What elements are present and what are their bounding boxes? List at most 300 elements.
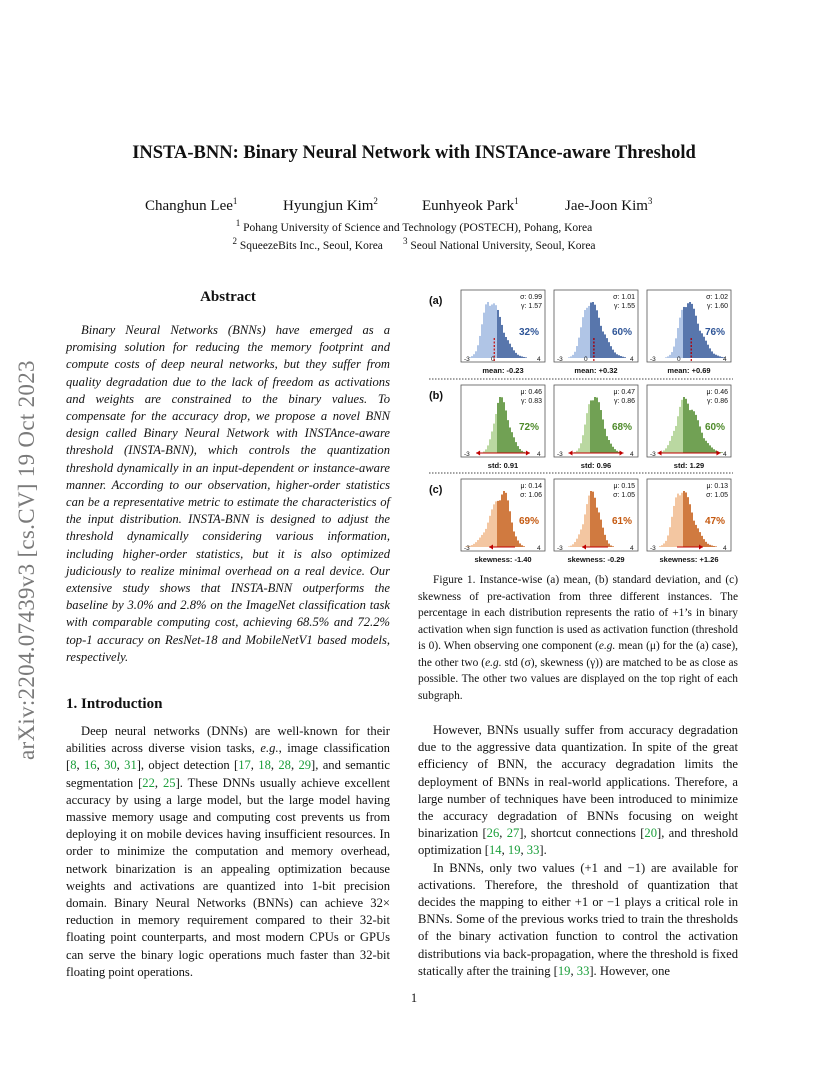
histogram-bar <box>711 545 713 547</box>
histogram-bar <box>503 333 505 358</box>
histogram-bar <box>501 397 503 453</box>
histogram-bar <box>602 528 604 547</box>
histogram-bar <box>705 441 707 453</box>
histogram-bar <box>491 509 493 547</box>
histogram-bar <box>475 542 477 547</box>
histogram-bar <box>511 347 513 358</box>
histogram-bar <box>695 415 697 453</box>
histogram-bar <box>665 448 667 453</box>
text-run: , <box>570 963 577 978</box>
tick-label-zero: 0 <box>491 356 495 363</box>
text-run: , <box>76 758 84 773</box>
histogram-bar <box>515 536 517 547</box>
histogram-bar <box>590 303 592 358</box>
histogram-bar <box>681 400 683 453</box>
author-1: Changhun Lee$^1$ <box>145 196 238 214</box>
histogram-bar <box>588 404 590 453</box>
histogram-bar <box>695 316 697 358</box>
histogram-bar <box>572 544 574 547</box>
histogram-bar <box>667 535 669 547</box>
text-run: , <box>520 843 527 858</box>
histogram-bar <box>477 540 479 547</box>
citation-link[interactable]: 33 <box>526 843 540 858</box>
tick-label-min: -3 <box>650 356 656 363</box>
histogram-bar <box>483 532 485 547</box>
histogram-bar <box>693 309 695 358</box>
histogram-bar <box>491 305 493 358</box>
histogram-bar <box>572 355 574 358</box>
histogram-bar <box>507 500 509 547</box>
histogram-bar <box>693 411 695 453</box>
histogram-bar <box>679 495 681 547</box>
histogram-bar <box>523 546 525 547</box>
histogram-bar <box>519 356 521 358</box>
histogram-bar <box>600 520 602 547</box>
citation-link[interactable]: 30 <box>104 758 117 773</box>
histogram-bar <box>614 449 616 453</box>
subfigure-label: (b) <box>429 390 444 402</box>
histogram-bar <box>513 437 515 453</box>
histogram-bar <box>507 340 509 358</box>
histogram-bar <box>489 516 491 547</box>
histogram-bar <box>681 493 683 547</box>
histogram-bar <box>689 302 691 358</box>
tick-label-max: 4 <box>537 545 541 552</box>
histogram-bar <box>592 492 594 547</box>
citation-link[interactable]: 20 <box>644 826 658 841</box>
histogram-bar <box>604 535 606 547</box>
stat-line-2: γ: 1.60 <box>706 303 728 310</box>
histogram-bar <box>596 310 598 358</box>
tick-label-max: 4 <box>537 451 541 458</box>
histogram-bar <box>493 504 495 547</box>
histogram-bar <box>703 438 705 453</box>
stat-line-1: μ: 0.14 <box>520 483 542 490</box>
histogram-bar <box>620 356 622 358</box>
text-run: , <box>154 775 163 790</box>
positive-ratio-label: 68% <box>611 422 632 433</box>
text-run: , <box>501 843 508 858</box>
citation-link[interactable]: 25 <box>163 775 176 790</box>
figure-caption-text <box>418 572 738 704</box>
text-run: ], and threshold optimization [ <box>418 826 738 858</box>
text-run: std (σ), skewness (γ)) are matched to be as close as possible. The other two values are displayed on the top right of each subgraph. <box>418 656 738 702</box>
histogram-bar <box>594 397 596 453</box>
histogram-bar <box>586 504 588 547</box>
histogram-bar <box>517 355 519 358</box>
histogram-bar <box>582 524 584 547</box>
histogram-bar <box>693 521 695 547</box>
author-4: Jae-Joon Kim$^3$ <box>565 196 653 214</box>
text-run: However, BNNs usually suffer from accuracy degradation due to the aggressive data quantization. In spite of the great efficiency of BNN, the accuracy degradation limits the deployment of BNNs in real-world applications. Therefore, a large number of techniques have been introduced to minimize the accuracy degradation of BNNs focusing on weight binarization [ <box>418 723 738 841</box>
histogram-bar <box>699 426 701 453</box>
histogram-bar <box>683 397 685 453</box>
histogram-bar <box>610 444 612 453</box>
histogram-bar <box>616 354 618 358</box>
citation-link[interactable]: 19 <box>557 963 571 978</box>
histogram-bar <box>719 356 721 358</box>
paper-title: INSTA-BNN: Binary Neural Network with INSTAnce-aware Threshold <box>132 143 696 163</box>
stat-line-2: γ: 0.86 <box>613 398 635 405</box>
histogram-bar <box>669 355 671 358</box>
tick-label-max: 4 <box>630 356 634 363</box>
histogram-bar <box>683 491 685 547</box>
histogram-bar <box>582 317 584 358</box>
histogram-bar <box>685 307 687 358</box>
histogram-bar <box>608 342 610 358</box>
arxiv-identifier: arXiv:2204.07439v3 [cs.CV] 19 Oct 2023 <box>14 360 39 760</box>
positive-ratio-label: 72% <box>518 422 539 433</box>
histogram-bar <box>578 338 580 358</box>
histogram-bar <box>499 397 501 453</box>
positive-ratio-label: 60% <box>704 422 725 433</box>
histogram-bar <box>685 399 687 453</box>
histogram-bar <box>491 431 493 453</box>
histogram-bar <box>711 351 713 358</box>
histogram-bar <box>661 545 663 547</box>
histogram-bar <box>509 344 511 358</box>
histogram-bar <box>590 400 592 453</box>
citation-link[interactable]: 19 <box>507 843 521 858</box>
histogram-bar <box>701 536 703 547</box>
abstract-heading: Abstract <box>200 289 256 305</box>
histogram-bar <box>677 494 679 547</box>
histogram-bar <box>513 531 515 547</box>
tick-label-max: 4 <box>723 451 727 458</box>
histogram-bar <box>659 546 661 547</box>
histogram-bar <box>701 433 703 453</box>
histogram-bar <box>471 545 473 547</box>
tick-label-max: 4 <box>630 545 634 552</box>
text-run: ], object detection [ <box>136 758 239 773</box>
histogram-bar <box>584 425 586 453</box>
abstract-paragraph: Binary Neural Networks (BNNs) have emerged as a promising solution for reducing the memory footprint and compute costs of deep neural networks, but they suffer from quality degradation due to the lack of freedom as activations and weights are constrained to the binary values. To compensate for the accuracy drop, we propose a novel BNN design called Binary Neural Network with INSTAnce-aware threshold (INSTA-BNN), which controls the quantization threshold dynamically in an input-dependent or instance-aware manner. According to our observation, higher-order statistics can be a representative metric to estimate the characteristics of the input distribution. INSTA-BNN is designed to adjust the threshold dynamically considering various information, including higher-order statistics, but it is also optimized judiciously to realize minimal overhead on a real device. Our extensive study shows that INSTA-BNN outperforms the baseline by 3.0% and 2.8% on the ImageNet classification task with comparable computing cost, achieving 68.5% and 72.2% top-1 accuracy on ResNet-18 and MobileNetV1 based models, respectively. <box>66 323 390 664</box>
histogram-bar <box>519 543 521 547</box>
positive-ratio-label: 47% <box>704 516 725 527</box>
panel-caption: mean: +0.32 <box>574 366 618 375</box>
histogram-bar <box>709 445 711 453</box>
histogram-bar <box>485 449 487 453</box>
citation-link[interactable]: 28 <box>278 758 291 773</box>
histogram-bar <box>475 351 477 358</box>
histogram-bar <box>568 546 570 547</box>
histogram-bar <box>521 545 523 547</box>
histogram-bar <box>671 352 673 358</box>
histogram-bar <box>471 356 473 358</box>
histogram-bar <box>592 400 594 453</box>
tick-label-min: -3 <box>557 451 563 458</box>
histogram-bar <box>697 420 699 453</box>
histogram-bar <box>588 306 590 358</box>
histogram-bar <box>497 403 499 453</box>
histogram-bar <box>608 440 610 453</box>
citation-link[interactable]: 16 <box>83 758 97 773</box>
tick-label-min: -3 <box>557 545 563 552</box>
italic-text: e.g. <box>260 741 279 756</box>
histogram-bar <box>624 357 626 358</box>
positive-ratio-label: 32% <box>518 327 539 338</box>
citation-link[interactable]: 31 <box>124 758 137 773</box>
positive-ratio-label: 69% <box>518 516 539 527</box>
histogram-bar <box>671 436 673 453</box>
histogram-bar <box>507 420 509 453</box>
tick-label-min: -3 <box>650 545 656 552</box>
stat-line-1: μ: 0.47 <box>613 389 635 396</box>
histogram-bar <box>487 523 489 547</box>
author-3: Eunhyeok Park$^1$ <box>422 196 519 214</box>
histogram-bar <box>481 324 483 358</box>
histogram-bar <box>713 354 715 358</box>
histogram-bar <box>574 352 576 358</box>
introduction-column-right <box>418 722 738 980</box>
histogram-bar <box>667 445 669 453</box>
histogram-bar <box>697 324 699 358</box>
tick-label-zero: 0 <box>584 356 588 363</box>
histogram-bar <box>574 542 576 547</box>
histogram-bar <box>473 354 475 358</box>
histogram-bar <box>713 546 715 547</box>
panel-caption: std: 1.29 <box>673 461 705 470</box>
histogram-bar <box>576 539 578 547</box>
tick-label-max: 4 <box>723 356 727 363</box>
subfigure-label: (c) <box>429 484 443 496</box>
histogram-bar <box>594 498 596 547</box>
intro-paragraph-3 <box>418 860 738 980</box>
tick-label-min: -3 <box>464 451 470 458</box>
histogram-bar <box>673 347 675 358</box>
abstract-text <box>66 322 390 666</box>
tick-label-zero: 0 <box>677 356 681 363</box>
tick-label-min: -3 <box>650 451 656 458</box>
citation-link[interactable]: 14 <box>489 843 502 858</box>
histogram-bar <box>606 338 608 358</box>
subfigure-label: (a) <box>429 295 443 307</box>
histogram-bar <box>584 514 586 547</box>
panel-caption: skewness: -0.29 <box>567 555 625 564</box>
histogram-bar <box>570 356 572 358</box>
citation-link[interactable]: 27 <box>506 826 520 841</box>
citation-link[interactable]: 22 <box>142 775 155 790</box>
histogram-bar <box>509 511 511 547</box>
histogram-bar <box>681 310 683 358</box>
tick-label-max: 4 <box>630 451 634 458</box>
affiliation-line-1: $^1$ Pohang University of Science and Technology (POSTECH), Pohang, Korea <box>235 218 593 234</box>
stat-line-1: μ: 0.15 <box>613 483 635 490</box>
histogram-bar <box>687 404 689 453</box>
histogram-bar <box>671 517 673 547</box>
histogram-bar <box>709 348 711 358</box>
histogram-bar <box>479 538 481 547</box>
histogram-bar <box>473 544 475 547</box>
histogram-bar <box>495 414 497 453</box>
stat-line-2: γ: 1.55 <box>613 303 635 310</box>
histogram-bar <box>580 443 582 453</box>
italic-text: e.g. <box>485 656 502 669</box>
text-run: , image classification [ <box>66 741 390 773</box>
figure-1-histograms <box>425 284 737 566</box>
histogram-bar <box>499 317 501 358</box>
histogram-bar <box>594 305 596 358</box>
histogram-bar <box>612 350 614 358</box>
histogram-bar <box>598 512 600 547</box>
stat-line-2: σ: 1.06 <box>520 492 542 499</box>
tick-label-min: -3 <box>464 356 470 363</box>
histogram-bar <box>523 357 525 358</box>
histogram-bar <box>505 410 507 453</box>
histogram-bar <box>699 532 701 547</box>
histogram-bar <box>511 432 513 453</box>
histogram-bar <box>677 328 679 358</box>
page-number: 1 <box>410 991 418 1005</box>
panel-caption: mean: -0.23 <box>482 366 524 375</box>
text-run: , <box>250 758 259 773</box>
panel-caption: std: 0.91 <box>487 461 519 470</box>
intro-paragraph-2 <box>418 722 738 860</box>
histogram-bar <box>614 352 616 358</box>
histogram-bar <box>521 356 523 358</box>
histogram-bar <box>711 448 713 453</box>
histogram-bar <box>499 500 501 547</box>
histogram-bar <box>602 419 604 453</box>
histogram-bar <box>685 492 687 547</box>
panel-caption: std: 0.96 <box>580 461 612 470</box>
stat-line-2: γ: 1.57 <box>520 303 542 310</box>
panel-caption: skewness: -1.40 <box>474 555 532 564</box>
histogram-bar <box>697 528 699 547</box>
stat-line-1: μ: 0.46 <box>706 389 728 396</box>
histogram-bar <box>701 333 703 358</box>
histogram-bar <box>505 493 507 547</box>
text-run: In BNNs, only two values (+1 and −1) are available for activations. Therefore, the threshold of quantization that decides the mapping to either +1 or −1 plays a critical role in BNNs. Some of the previous works tried to train the thresholds of the binary activation function to control the activation distributions via back-propagation, where the threshold is fixed statically after the training [ <box>418 860 738 978</box>
histogram-bar <box>707 443 709 453</box>
histogram-bar <box>525 357 527 358</box>
histogram-bar <box>675 426 677 453</box>
histogram-bar <box>485 529 487 547</box>
histogram-bar <box>669 441 671 453</box>
histogram-bar <box>586 308 588 358</box>
histogram-bar <box>493 424 495 453</box>
histogram-bar <box>509 427 511 453</box>
citation-link[interactable]: 8 <box>70 758 77 773</box>
histogram-bar <box>487 302 489 358</box>
histogram-bar <box>588 496 590 547</box>
histogram-bar <box>691 513 693 547</box>
histogram-bar <box>497 501 499 547</box>
text-run: ]. However, one <box>589 963 670 978</box>
histogram-bar <box>511 523 513 547</box>
text-run: , <box>270 758 279 773</box>
histogram-bar <box>707 345 709 358</box>
histogram-bar <box>497 310 499 358</box>
histogram-bar <box>687 303 689 358</box>
histogram-bar <box>717 356 719 358</box>
histogram-bar <box>622 357 624 358</box>
text-run: , <box>290 758 299 773</box>
histogram-bar <box>489 439 491 453</box>
histogram-bar <box>612 546 614 547</box>
histogram-bar <box>608 544 610 547</box>
histogram-bar <box>669 527 671 547</box>
histogram-bar <box>582 435 584 453</box>
histogram-bar <box>600 326 602 358</box>
histogram-bar <box>673 506 675 547</box>
citation-link[interactable]: 17 <box>238 758 251 773</box>
positive-ratio-label: 76% <box>704 327 725 338</box>
histogram-bar <box>606 436 608 453</box>
histogram-bar <box>713 449 715 453</box>
histogram-bar <box>479 336 481 358</box>
introduction-column-left <box>66 723 390 981</box>
histogram-bar <box>703 337 705 358</box>
stat-line-1: μ: 0.13 <box>706 483 728 490</box>
author-2: Hyungjun Kim$^2$ <box>283 196 378 214</box>
histogram-bar <box>515 442 517 453</box>
histogram-bar <box>604 334 606 358</box>
citation-link[interactable]: 18 <box>258 758 271 773</box>
histogram-bar <box>517 446 519 453</box>
text-run: Deep neural networks (DNNs) are well-known for their abilities across diverse vision tasks, <box>66 724 390 756</box>
histogram-bar <box>501 325 503 358</box>
histogram-bar <box>598 402 600 453</box>
histogram-bar <box>610 346 612 358</box>
histogram-bar <box>602 331 604 358</box>
citation-link[interactable]: 26 <box>486 826 500 841</box>
histogram-bar <box>705 542 707 547</box>
introduction-heading: 1. Introduction <box>66 696 163 712</box>
histogram-bar <box>570 546 572 547</box>
histogram-bar <box>691 410 693 453</box>
histogram-bar <box>677 416 679 453</box>
histogram-bar <box>580 529 582 547</box>
histogram-bar <box>695 525 697 547</box>
histogram-bar <box>485 304 487 358</box>
histogram-bar <box>699 331 701 358</box>
histogram-bar <box>679 407 681 453</box>
histogram-bar <box>606 540 608 547</box>
histogram-bar <box>517 541 519 547</box>
histogram-bar <box>707 544 709 547</box>
text-run: ]. <box>539 843 547 858</box>
citation-link[interactable]: 33 <box>576 963 590 978</box>
text-run: ]. These DNNs usually achieve excellent accuracy by using a large model, but the large model having massive memory usage and computing cost prevents us from deploying it on mobile devices having insufficient resources. In order to minimize the computation and memory overhead, network binarization is an appealing optimization because weights and activations are quantized into 1-bit precision domain. Binary Neural Networks (BNNs) can achieve 32× reduction in memory requirement compared to their 32-bit floating point counterparts, and most modern CPUs or GPUs can serve the binary logic operations much faster than 32-bit floating point operations. <box>66 775 390 979</box>
histogram-bar <box>715 546 717 547</box>
text-run: ], and semantic segmentation [ <box>66 758 390 790</box>
text-run: mean (μ) for the (a) case), the other two ( <box>418 640 738 669</box>
histogram-bar <box>495 305 497 358</box>
histogram-bar <box>513 350 515 358</box>
histogram-bar <box>483 313 485 358</box>
histogram-bar <box>705 341 707 358</box>
histogram-bar <box>505 337 507 358</box>
text-run: , <box>96 758 105 773</box>
histogram-bar <box>598 318 600 358</box>
histogram-bar <box>503 491 505 547</box>
text-run: Figure 1. Instance-wise (a) mean, (b) standard deviation, and (c) skewness of pre-activation from three different instances. The percentage in each distribution represents the ratio of +1’s in binary activation when sign function is used as activation function (threshold is 0). When observing one component ( <box>418 574 738 652</box>
histogram-bar <box>519 449 521 453</box>
histogram-bar <box>578 448 580 453</box>
positive-ratio-label: 61% <box>611 516 632 527</box>
histogram-bar <box>501 495 503 547</box>
histogram-bar <box>604 429 606 453</box>
histogram-bar <box>665 541 667 547</box>
tick-label-max: 4 <box>537 356 541 363</box>
citation-link[interactable]: 29 <box>298 758 312 773</box>
histogram-bar <box>667 356 669 358</box>
text-run: , <box>116 758 125 773</box>
histogram-bar <box>580 327 582 358</box>
histogram-bar <box>709 545 711 547</box>
figure-1-caption <box>418 572 738 704</box>
